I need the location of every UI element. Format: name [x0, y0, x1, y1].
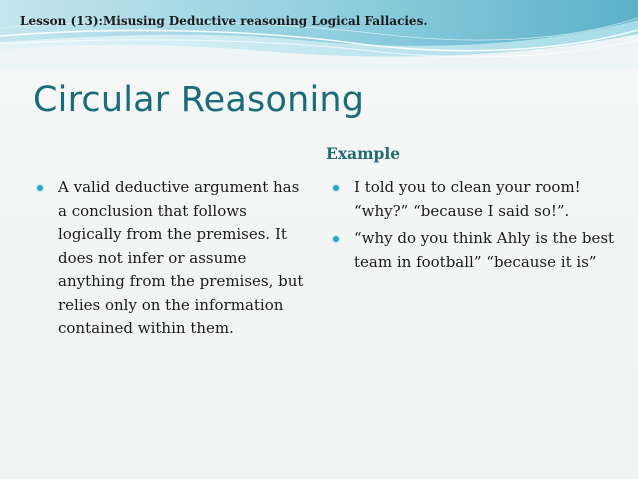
bullet-text: I told you to clean your room! “why?” “because I said so!”.: [354, 178, 581, 220]
header-swoosh-decoration: [0, 0, 638, 70]
bullet-text: “why do you think Ahly is the best team in football” “because it is”: [354, 229, 615, 271]
example-bullet-list: [330, 176, 620, 278]
bullet-text: A valid deductive argument has a conclusion that follows logically from the premises. It does not infer or assume anything from the premises, but relies only on the information contained within them.: [58, 178, 304, 337]
slide-title: Circular Reasoning: [33, 80, 365, 120]
definition-bullet-list: [34, 176, 309, 341]
circle-bullet-icon: [332, 235, 340, 243]
example-heading: Example: [326, 144, 401, 163]
circle-bullet-icon: [332, 184, 340, 192]
list-item: [330, 176, 620, 223]
list-item: [34, 176, 309, 341]
lesson-title: Lesson (13):Misusing Deductive reasoning Logical Fallacies.: [20, 14, 428, 28]
list-item: [330, 227, 620, 274]
circle-bullet-icon: [36, 184, 44, 192]
